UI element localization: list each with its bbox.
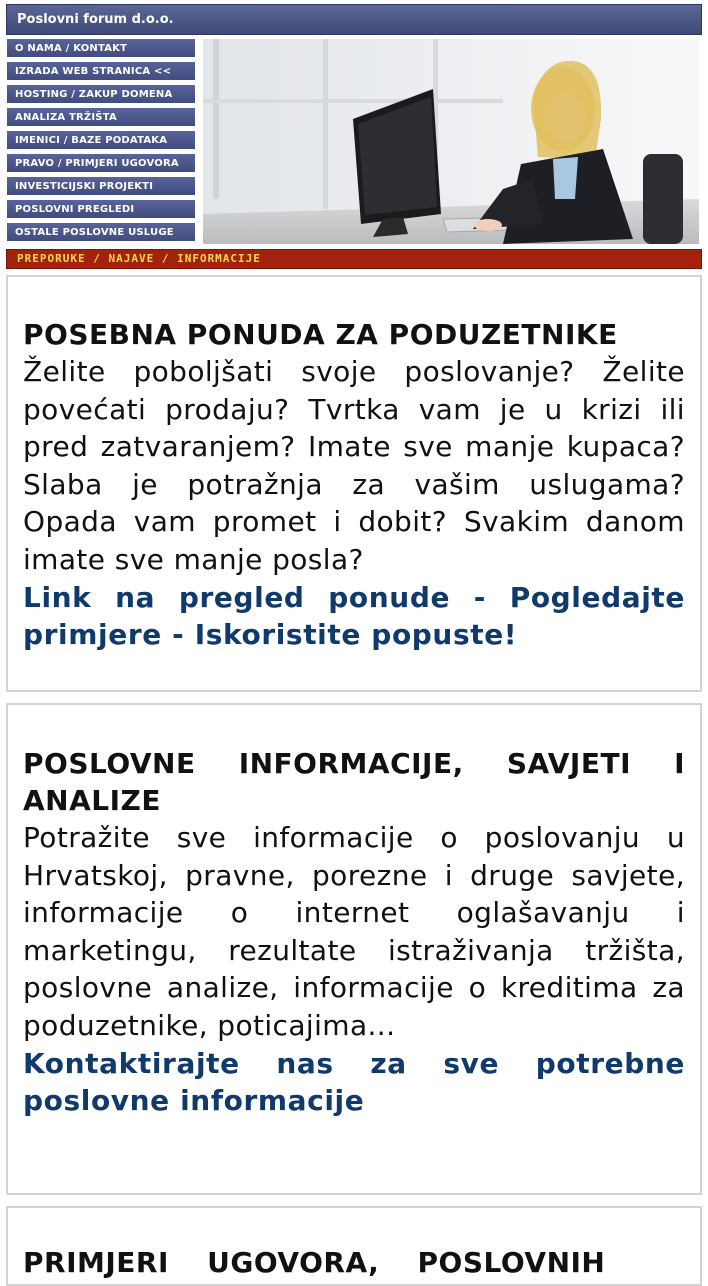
menu-item-ostale-usluge[interactable]: OSTALE POSLOVNE USLUGE xyxy=(7,223,195,243)
menu-item-imenici[interactable]: IMENICI / BAZE PODATAKA xyxy=(7,131,195,151)
menu-item-pravo[interactable]: PRAVO / PRIMJERI UGOVORA xyxy=(7,154,195,174)
card-title: PRIMJERI UGOVORA, POSLOVNIH xyxy=(23,1246,606,1279)
menu-item-izrada-web[interactable]: IZRADA WEB STRANICA << xyxy=(7,62,195,82)
card-body: Želite poboljšati svoje poslovanje? Želite povećati prodaju? Tvrtka vam je u krizi ili pred zatvaranjem? Imate sve manje kupaca? Slaba je potražnja za vašim uslugama? Opada vam promet i dobit? Svakim danom imate sve manje posla? xyxy=(23,355,685,576)
contact-link[interactable]: Kontaktirajte nas za sve potrebne poslovne informacije xyxy=(23,1046,685,1118)
card-title: POSEBNA PONUDA ZA PODUZETNIKE xyxy=(23,318,618,351)
company-name: Poslovni forum d.o.o. xyxy=(17,12,174,27)
header-bar xyxy=(6,4,702,35)
menu-item-poslovni-pregledi[interactable]: POSLOVNI PREGLEDI xyxy=(7,200,195,220)
card-body: Potražite sve informacije o poslovanju u Hrvatskoj, pravne, porezne i druge savjete, informacije o internet oglašavanju i marketingu, rezultate istraživanja tržišta, poslovne analize, informacije o kreditima za poduzetnike, poticajima... xyxy=(23,821,685,1042)
menu-item-investicijski[interactable]: INVESTICIJSKI PROJEKTI xyxy=(7,177,195,197)
hero-image xyxy=(203,39,699,244)
ribbon-bar xyxy=(6,249,702,269)
menu-item-analiza-trzista[interactable]: ANALIZA TRŽIŠTA xyxy=(7,108,195,128)
card-title: POSLOVNE INFORMACIJE, SAVJETI I ANALIZE xyxy=(23,747,685,817)
menu-item-hosting[interactable]: HOSTING / ZAKUP DOMENA xyxy=(7,85,195,105)
contracts-card xyxy=(6,1206,702,1286)
office-woman-illustration xyxy=(203,39,699,244)
side-menu xyxy=(7,39,195,244)
offer-link[interactable]: Link na pregled ponude - Pogledajte primjere - Iskoristite popuste! xyxy=(23,580,685,652)
ribbon-label: PREPORUKE / NAJAVE / INFORMACIJE xyxy=(17,252,261,265)
menu-item-o-nama[interactable]: O NAMA / KONTAKT xyxy=(7,39,195,59)
offer-card xyxy=(6,275,702,692)
info-card xyxy=(6,703,702,1195)
